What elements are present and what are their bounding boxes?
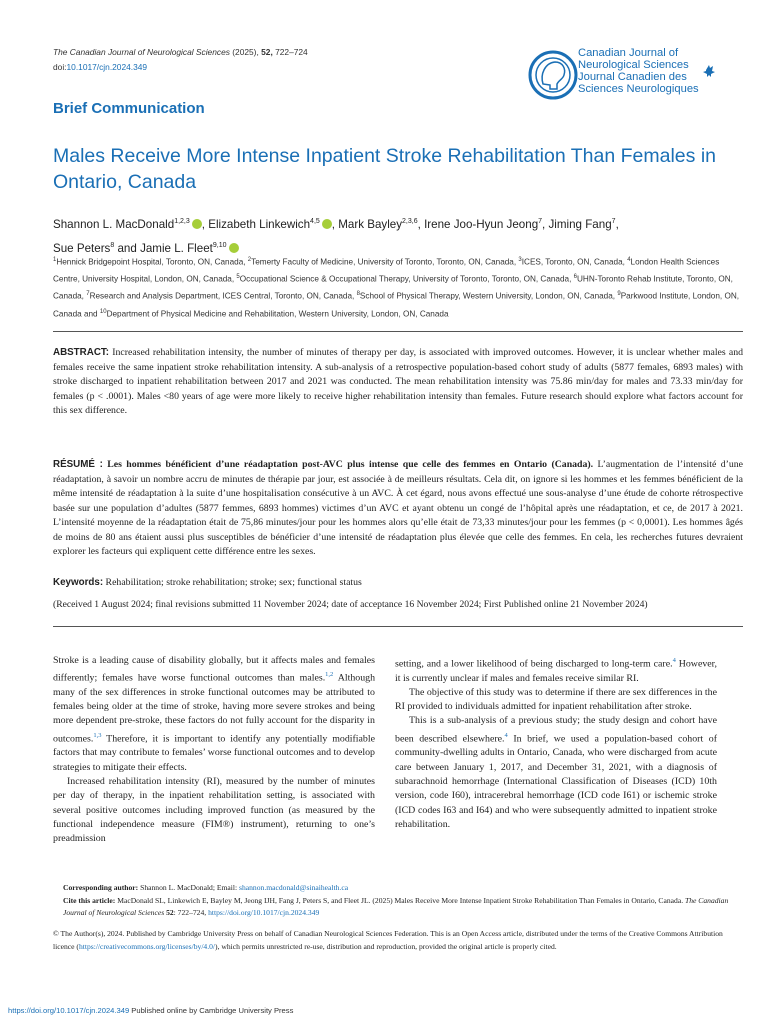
cite-doi-link[interactable]: https://doi.org/10.1017/cjn.2024.349	[208, 908, 320, 917]
page-footer	[8, 1006, 293, 1015]
author-affiliation-marker: 4,5	[310, 218, 320, 225]
abstract-text: Increased rehabilitation intensity, the number of minutes of therapy per day, is associated with improved outcomes. However, it is unclear whether males and females receive the same inpatient stroke rehabilitation intensity. A sub-analysis of a retrospective population-based cohort study of adults (5877 females, 6893 males) with stroke discharged to inpatient rehabilitation between 2017 and 2021 was conducted. The mean rehabilitation intensity was 75.86 min/day for males and 73.33 min/day for females (p < .0001). Males <80 years of age were more likely to receive higher rehabilitation intensity than females. Future research should explore what factors account for this sex difference.	[53, 347, 743, 416]
logo-line-3: Journal Canadien des	[578, 71, 687, 83]
copyright-tail: ), which permits unrestricted re-use, distribution and reproduction, provided the original article is properly cited.	[215, 941, 557, 951]
affiliation-number: 5	[236, 274, 240, 281]
affiliation-text: UHN-Toronto Rehab Institute, Toronto, ON, Canada,	[53, 274, 733, 302]
keywords	[53, 577, 743, 588]
received-dates: (Received 1 August 2024; final revisions submitted 11 November 2024; date of acceptance 16 November 2024; First Published online 21 November 2024)	[53, 599, 648, 610]
affiliation-text: Temerty Faculty of Medicine, University of Toronto, Toronto, ON, Canada,	[251, 257, 519, 267]
reference-marker[interactable]: 4	[672, 657, 676, 664]
correspondence	[53, 882, 743, 920]
doi-link[interactable]: 10.1017/cjn.2024.349	[66, 62, 148, 72]
cite-pages: : 722–724,	[173, 908, 207, 917]
author-name: Sue Peters	[53, 241, 111, 255]
cite-volume: 52	[166, 908, 174, 917]
orcid-icon[interactable]	[322, 219, 332, 229]
body-paragraph: This is a sub-analysis of a previous study; the study design and cohort have been described elsewhere.$^4$ In brief, we used a population-based cohort of community-dwelling adults in Ontario, Canada, who were discharged from acute care between January 1, 2017, and December 31, 2021, with a diagnosis of subarachnoid hemorrhage (International Classification of Diseases (ICD) 10th version, code I60), intracerebral hemorrhage (ICD code I61) or ischemic stroke (ICD codes I63 and I64) and who were subsequently admitted to inpatient stroke rehabilitation.	[395, 715, 717, 830]
resume	[53, 458, 743, 560]
affiliation-number: 9	[617, 291, 621, 298]
corresponding-author	[53, 882, 743, 895]
article-title: Males Receive More Intense Inpatient Stroke Rehabilitation Than Females in Ontario, Canada	[53, 145, 716, 193]
reference-marker[interactable]: 1,3	[93, 731, 102, 739]
corresponding-text: Shannon L. MacDonald; Email:	[140, 883, 240, 892]
reference-marker[interactable]: 1,2	[325, 671, 334, 679]
logo-text	[578, 47, 699, 95]
affiliation-number: 1	[53, 257, 57, 263]
affiliation-text: ICES, Toronto, ON, Canada,	[521, 257, 628, 267]
resume-title: Les hommes bénéficient d’une réadaptation post-AVC plus intense que celle des femmes en Ontario (Canada).	[107, 459, 594, 470]
footer-doi-link[interactable]: https://doi.org/10.1017/cjn.2024.349	[8, 1006, 130, 1015]
author-affiliation-marker: 7	[538, 218, 543, 225]
body-paragraph: Stroke is a leading cause of disability globally, but it affects males and females differently; females have worse functional outcomes than males.$^{1,2}$ Although many of the sex differences in stroke functional outcomes may be attributed to females being older at the time of stroke, having more severe strokes and being more dependent pre-stroke, these factors do not fully account for the disparity in outcomes.$^{1,3}$ Therefore, it is important to identify any potentially modifiable factors that may contribute to females’ worse functional outcomes and to develop strategies to mitigate their effects.	[53, 655, 376, 773]
section-label: Brief Communication	[53, 100, 205, 117]
body-paragraph: Increased rehabilitation intensity (RI), measured by the number of minutes per day of therapy, in the inpatient rehabilitation setting, is associated with several positive outcomes including improved function (as measured by the functional independence measure (FIM®) instrument), returning to one’s preadmission	[53, 775, 375, 845]
affiliation-number: 4	[627, 257, 631, 263]
author-affiliation-marker: 2,3,6	[402, 218, 418, 225]
footer-text: Published online by Cambridge University Press	[131, 1006, 294, 1015]
affiliation-text: School of Physical Therapy, Western University, London, ON, Canada,	[359, 292, 618, 302]
author	[208, 218, 332, 231]
copyright-text: © The Author(s), 2024. Published by Cambridge University Press on behalf of Canadian Neurological Sciences Federation. This is an Open Access article, distributed under the terms of the Creative Commons Attribution licence (	[53, 929, 723, 951]
journal-volume: 52,	[261, 47, 273, 57]
affiliation-text: London Health Sciences Centre, University Hospital, London, ON, Canada,	[53, 257, 720, 284]
author	[549, 218, 616, 231]
affiliation-text: Hennick Bridgepoint Hospital, Toronto, ON, Canada,	[56, 257, 248, 267]
doi-line	[53, 62, 147, 72]
author-list: Shannon L. MacDonald$^{1,2,3}$ , Elizabeth Linkewich$^{4,5}$ , Mark Bayley$^{2,3,6}$, Irene Joo-Hyun Jeong$^7$, Jiming Fang$^7$, Sue Peters$^8$ and Jamie L. Fleet$^{9,10}$	[53, 217, 619, 255]
doi-label: doi:	[53, 62, 67, 72]
resume-text: L’augmentation de l’intensité d’une réadaptation, à savoir un nombre accru de minutes de thérapie par jour, est associée à de meilleurs résultats. Cela dit, on ignore si les hommes et les femmes bénéficient de la même intensité de réadaptation à la suite d’une hospitalisation consécutive à un AVC. À cet égard, nous avons effectué une sous-analyse d’une étude de cohorte rétrospective basée sur une population d’adultes (5877 femmes, 6893 hommes) victimes d’un AVC et ayant obtenu un congé de l’hôpital après une réadaptation, et ce, de 2017 à 2021. L’intensité moyenne de la réadaptation était de 75,86 minutes/jour pour les hommes alors qu’elle était de 73,33 minutes/jour pour les femmes (p < 0,0001). Les hommes âgés de moins de 80 ans étaient aussi plus susceptibles de bénéficier d’une intensité de réadaptation plus élevée que celle des femmes. En cela, les recherches futures devraient explorer les facteurs qui expliquent cette différence entre les sexes.	[53, 459, 744, 557]
body-right-column	[395, 654, 717, 832]
divider-top	[53, 331, 743, 332]
orcid-icon[interactable]	[229, 243, 239, 253]
author-name: Irene Joo-Hyun Jeong	[424, 217, 539, 231]
author-name: Elizabeth Linkewich	[208, 217, 311, 231]
reference-marker[interactable]: 4	[504, 731, 508, 739]
copyright-notice	[53, 928, 743, 953]
cite-text: MacDonald SL, Linkewich E, Bayley M, Jeong IJH, Fang J, Peters S, and Fleet JL. (2025) Males Receive More Intense Inpatient Stroke Rehabilitation Than Females in Ontario, Canada.	[117, 895, 684, 905]
cite-this-article	[53, 895, 743, 920]
cite-label: Cite this article:	[63, 895, 116, 905]
divider-bottom	[53, 626, 743, 627]
logo-line-4: Sciences Neurologiques	[578, 83, 699, 95]
corresponding-label: Corresponding author:	[63, 883, 139, 892]
corresponding-email[interactable]: shannon.macdonald@sinaihealth.ca	[239, 883, 349, 892]
affiliation-number: 8	[356, 291, 360, 298]
author-name: Jamie L. Fleet	[140, 241, 213, 255]
affiliation-number: 3	[518, 257, 522, 263]
logo-line-2: Neurological Sciences	[578, 59, 689, 71]
affiliation-text: Research and Analysis Department, ICES Central, Toronto, ON, Canada,	[89, 292, 357, 302]
keywords-text: Rehabilitation; stroke rehabilitation; stroke; sex; functional status	[105, 577, 362, 588]
affiliation-text: Occupational Science & Occupational Therapy, University of Toronto, Toronto, ON, Canada,	[239, 274, 574, 284]
abstract	[53, 346, 743, 419]
keywords-label: Keywords:	[53, 577, 104, 588]
affiliation-number: 2	[247, 257, 252, 263]
abstract-label: ABSTRACT:	[53, 347, 110, 358]
resume-label: RÉSUMÉ :	[53, 459, 103, 470]
author-affiliation-marker: 1,2,3	[174, 218, 190, 225]
affiliation-number: 7	[86, 291, 90, 298]
affiliation-text: Department of Physical Medicine and Rehabilitation, Western University, London, ON, Canada	[106, 309, 449, 319]
journal-name: The Canadian Journal of Neurological Sciences	[53, 47, 230, 57]
logo-line-1: Canadian Journal of	[578, 47, 679, 59]
author-affiliation-marker: 9,10	[212, 241, 227, 249]
body-paragraph: setting, and a lower likelihood of being discharged to long-term care.$^4$ However, it is currently unclear if males and females receive similar RI.	[395, 657, 718, 684]
journal-pages: 722–724	[275, 47, 308, 57]
author-name: Shannon L. MacDonald	[53, 217, 175, 231]
orcid-icon[interactable]	[192, 219, 202, 229]
author	[424, 218, 542, 231]
author-name: Jiming Fang	[548, 217, 612, 231]
affiliation-number: 6	[573, 274, 577, 281]
journal-year: (2025),	[232, 47, 259, 57]
license-link[interactable]: https://creativecommons.org/licenses/by/4.0/	[78, 941, 216, 951]
body-left-column	[53, 654, 375, 846]
author	[338, 218, 417, 231]
affiliation-text: Parkwood Institute, London, ON, Canada and	[53, 292, 740, 319]
body-paragraph: The objective of this study was to determine if there are sex differences in the RI provided to individuals admitted for inpatient rehabilitation after stroke.	[395, 686, 717, 713]
author	[53, 218, 202, 231]
cite-journal: The Canadian Journal of Neurological Sciences	[63, 895, 729, 917]
author-name: Mark Bayley	[338, 217, 403, 231]
affiliations	[53, 253, 743, 322]
affiliation-number: 10	[99, 308, 107, 315]
author-affiliation-marker: 8	[110, 241, 115, 249]
journal-citation	[53, 47, 308, 57]
author-affiliation-marker: 7	[611, 218, 616, 225]
